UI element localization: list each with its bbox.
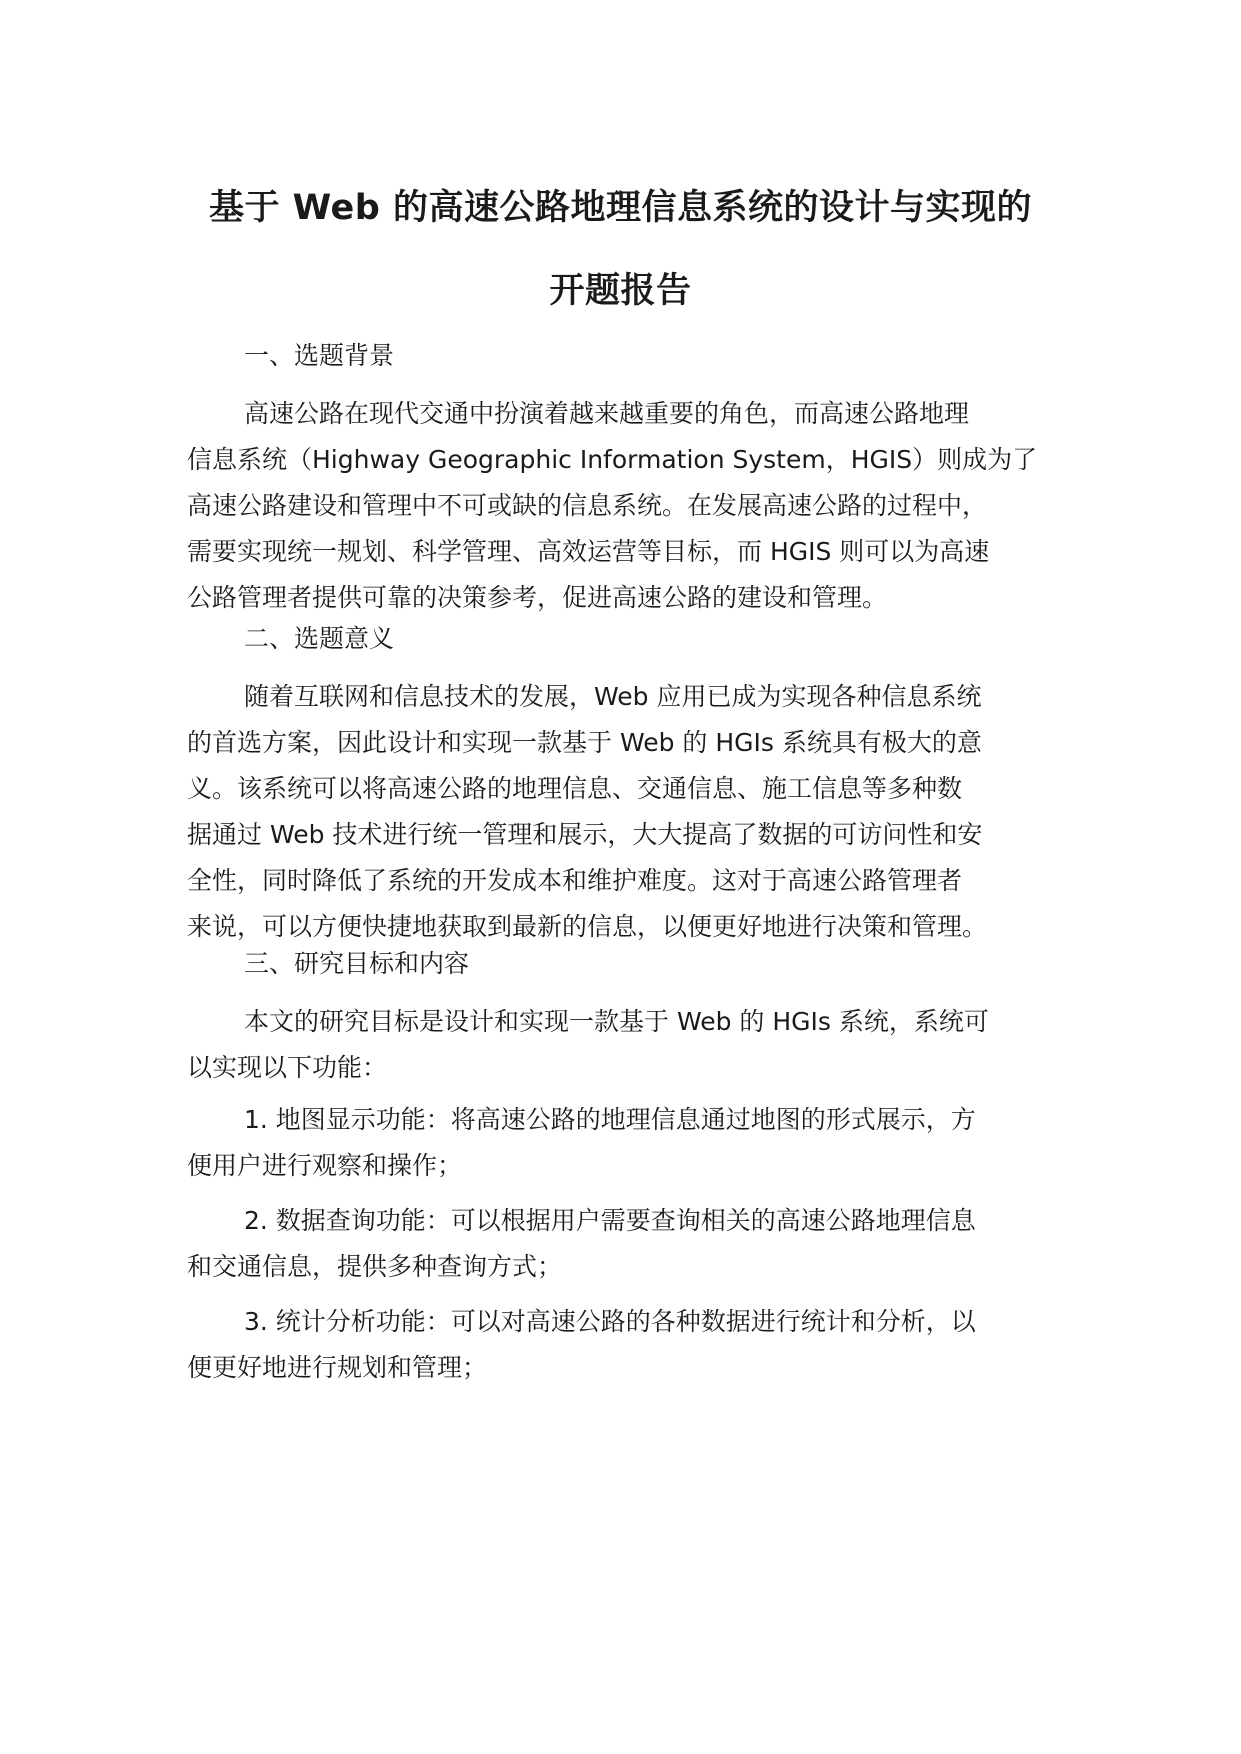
- section-1-heading: 一、选题背景: [244, 341, 395, 370]
- function-item-2: [187, 1198, 1087, 1290]
- paragraph-line: 3. 统计分析功能：可以对高速公路的各种数据进行统计和分析，以: [244, 1307, 976, 1336]
- section-1-paragraph: [187, 391, 1087, 621]
- paragraph-line: 的首选方案，因此设计和实现一款基于 Web 的 HGIs 系统具有极大的意: [187, 728, 982, 757]
- paragraph-line: 便用户进行观察和操作；: [187, 1151, 463, 1180]
- paragraph-line: 高速公路在现代交通中扮演着越来越重要的角色，而高速公路地理: [244, 399, 970, 428]
- paragraph-line: 信息系统（Highway Geographic Information System，HGIS）则成为了: [187, 445, 1038, 474]
- paragraph-line: 据通过 Web 技术进行统一管理和展示，大大提高了数据的可访问性和安: [187, 820, 983, 849]
- document-title-line-2: 开题报告: [549, 271, 692, 311]
- paragraph-line: 便更好地进行规划和管理；: [187, 1353, 488, 1382]
- document-title-line-1: 基于 Web 的高速公路地理信息系统的设计与实现的: [208, 188, 1033, 228]
- section-2-heading: 二、选题意义: [244, 624, 395, 653]
- paragraph-line: 来说，可以方便快捷地获取到最新的信息，以便更好地进行决策和管理。: [187, 912, 988, 941]
- paragraph-line: 以实现以下功能：: [187, 1053, 388, 1082]
- paragraph-line: 本文的研究目标是设计和实现一款基于 Web 的 HGIs 系统，系统可: [244, 1007, 989, 1036]
- section-2-paragraph: [187, 674, 1087, 950]
- paragraph-line: 和交通信息，提供多种查询方式；: [187, 1252, 563, 1281]
- paragraph-line: 随着互联网和信息技术的发展，Web 应用已成为实现各种信息系统: [244, 682, 982, 711]
- paragraph-line: 公路管理者提供可靠的决策参考，促进高速公路的建设和管理。: [187, 583, 888, 612]
- function-item-3: [187, 1299, 1087, 1391]
- paragraph-line: 全性，同时降低了系统的开发成本和维护难度。这对于高速公路管理者: [187, 866, 963, 895]
- paragraph-line: 高速公路建设和管理中不可或缺的信息系统。在发展高速公路的过程中，: [187, 491, 988, 520]
- paragraph-line: 需要实现统一规划、科学管理、高效运营等目标，而 HGIS 则可以为高速: [187, 537, 990, 566]
- paragraph-line: 义。该系统可以将高速公路的地理信息、交通信息、施工信息等多种数: [187, 774, 963, 803]
- section-3-heading: 三、研究目标和内容: [244, 949, 470, 978]
- paragraph-line: 1. 地图显示功能：将高速公路的地理信息通过地图的形式展示，方: [244, 1105, 976, 1134]
- paragraph-line: 2. 数据查询功能：可以根据用户需要查询相关的高速公路地理信息: [244, 1206, 976, 1235]
- section-3-intro: [187, 999, 1087, 1091]
- function-item-1: [187, 1097, 1087, 1189]
